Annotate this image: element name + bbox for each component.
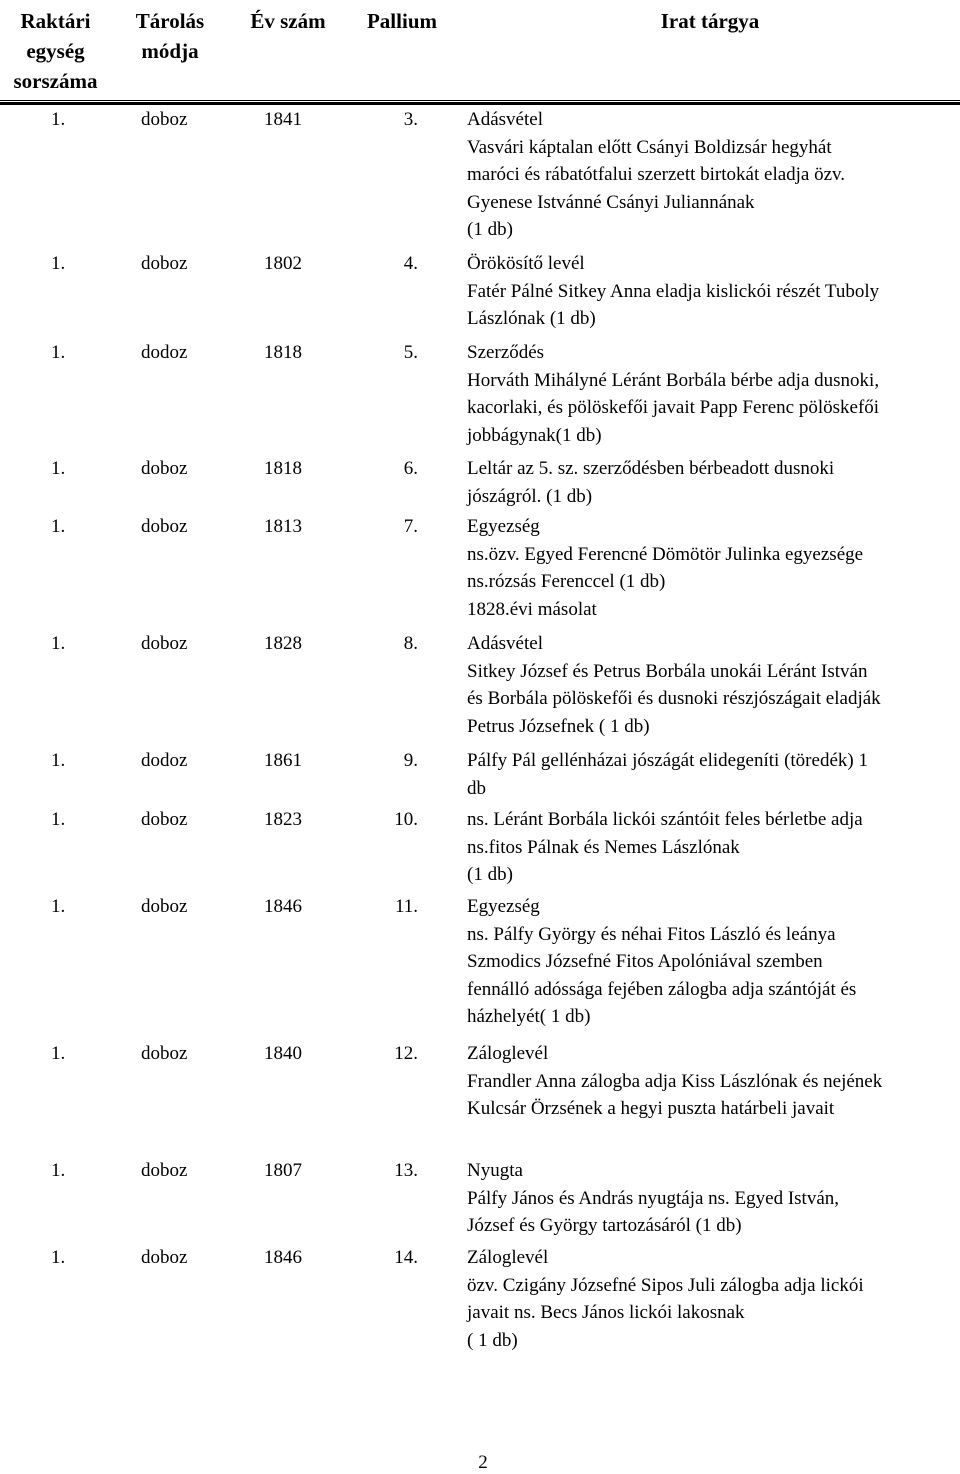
- subject-line: házhelyét( 1 db): [467, 1006, 591, 1027]
- subject-line: Pálfy János és András nyugtája ns. Egyed István,: [467, 1187, 840, 1209]
- subject-line: kacorlaki, és pölöskefői javait Papp Ferenc pölöskefői: [467, 397, 880, 418]
- subject-line: Frandler Anna zálogba adja Kiss Lászlónak és nejének: [467, 1070, 883, 1092]
- subject-line: Sitkey József és Petrus Borbála unokái Léránt István: [467, 660, 868, 682]
- unit-number-cell: 1.: [51, 809, 66, 830]
- year-cell: 1818: [264, 458, 302, 479]
- subject-line: jószágról. (1 db): [467, 485, 593, 507]
- subject-line: ns. Pálfy György és néhai Fitos László és leánya: [467, 923, 836, 945]
- unit-number-cell: 1.: [51, 342, 66, 363]
- pallium-cell: 9.: [403, 750, 418, 771]
- subject-cell: [467, 1244, 959, 1354]
- subject-line: Egyezség: [467, 896, 540, 917]
- page-number: 2: [478, 1452, 488, 1473]
- subject-line: József és György tartozásáról (1 db): [467, 1215, 742, 1236]
- subject-line: ( 1 db): [467, 1329, 518, 1351]
- year-cell: 1846: [264, 1247, 302, 1268]
- year-cell: 1813: [264, 516, 302, 537]
- header-year: Év szám: [250, 9, 326, 33]
- unit-number-cell: 1.: [51, 109, 66, 130]
- storage-type-cell: doboz: [141, 896, 188, 917]
- unit-number-cell: 1.: [51, 253, 66, 274]
- subject-line: Kulcsár Örzsének a hegyi puszta határbeli javait: [467, 1098, 835, 1119]
- subject-line: ns.özv. Egyed Ferencné Dömötör Julinka egyezsége: [467, 543, 864, 565]
- subject-line: özv. Czigány Józsefné Sipos Juli zálogba adja lickói: [467, 1274, 864, 1296]
- subject-line: ns. Léránt Borbála lickói szántóit feles bérletbe adja: [467, 809, 863, 830]
- storage-type-cell: doboz: [141, 253, 188, 274]
- pallium-cell: 12.: [394, 1043, 418, 1064]
- pallium-cell: 5.: [403, 342, 418, 363]
- subject-line: Nyugta: [467, 1160, 523, 1181]
- year-cell: 1828: [264, 633, 302, 654]
- storage-type-cell: dodoz: [141, 342, 188, 363]
- subject-line: ns.fitos Pálnak és Nemes Lászlónak: [467, 836, 740, 858]
- subject-line: Szmodics Józsefné Fitos Apolóniával szemben: [467, 951, 823, 972]
- unit-number-cell: 1.: [51, 633, 66, 654]
- pallium-cell: 7.: [403, 516, 418, 537]
- subject-line: Horváth Mihályné Léránt Borbála bérbe adja dusnoki,: [467, 369, 880, 391]
- subject-line: Záloglevél: [467, 1043, 549, 1064]
- unit-number-cell: 1.: [51, 516, 66, 537]
- header-pallium: Pallium: [366, 9, 437, 33]
- subject-line: maróci és rábatótfalui szerzett birtokát eladja özv.: [467, 164, 846, 185]
- subject-cell: [467, 1040, 959, 1123]
- pallium-cell: 13.: [394, 1160, 418, 1181]
- subject-line: db: [467, 777, 486, 799]
- year-cell: 1861: [264, 750, 302, 771]
- subject-cell: [467, 1157, 959, 1240]
- storage-type-cell: doboz: [141, 809, 188, 830]
- storage-type-cell: doboz: [141, 1043, 188, 1064]
- header-rule-thin: [0, 100, 960, 101]
- subject-line: Pálfy Pál gellénházai jószágát elidegeníti (töredék) 1: [467, 750, 868, 771]
- year-cell: 1840: [264, 1043, 302, 1064]
- pallium-cell: 14.: [394, 1247, 418, 1268]
- subject-cell: [467, 747, 959, 802]
- subject-line: Gyenese Istvánné Csányi Juliannának: [467, 191, 755, 213]
- header-subject: Irat tárgya: [660, 9, 760, 33]
- subject-line: Vasvári káptalan előtt Csányi Boldizsár hegyhát: [467, 136, 832, 158]
- subject-cell: [467, 806, 959, 889]
- storage-type-cell: doboz: [141, 109, 188, 130]
- header-storage-type: Tárolás módja: [135, 9, 205, 63]
- subject-line: Adásvétel: [467, 633, 543, 654]
- subject-line: Leltár az 5. sz. szerződésben bérbeadott dusnoki: [467, 458, 835, 479]
- unit-number-cell: 1.: [51, 1160, 66, 1181]
- storage-type-cell: doboz: [141, 1247, 188, 1268]
- subject-line: javait ns. Becs János lickói lakosnak: [467, 1302, 745, 1323]
- header-unit-number: Raktári egység sorszáma: [13, 9, 98, 93]
- subject-line: Fatér Pálné Sitkey Anna eladja kislickói részét Tuboly: [467, 280, 880, 302]
- subject-cell: [467, 513, 959, 623]
- year-cell: 1802: [264, 253, 302, 274]
- subject-line: 1828.évi másolat: [467, 598, 597, 620]
- storage-type-cell: doboz: [141, 1160, 188, 1181]
- subject-line: Örökösítő levél: [467, 253, 585, 274]
- header-rule-thick: [0, 102, 960, 105]
- subject-cell: [467, 339, 959, 449]
- pallium-cell: 3.: [403, 109, 418, 130]
- storage-type-cell: doboz: [141, 633, 188, 654]
- storage-type-cell: doboz: [141, 516, 188, 537]
- subject-cell: [467, 106, 959, 244]
- unit-number-cell: 1.: [51, 896, 66, 917]
- subject-line: Adásvétel: [467, 109, 543, 130]
- subject-line: Szerződés: [467, 342, 545, 363]
- unit-number-cell: 1.: [51, 1043, 66, 1064]
- subject-line: (1 db): [467, 219, 513, 240]
- subject-line: Záloglevél: [467, 1247, 549, 1268]
- pallium-cell: 6.: [403, 458, 418, 479]
- subject-cell: [467, 250, 959, 333]
- pallium-cell: 4.: [403, 253, 418, 274]
- subject-cell: [467, 455, 959, 510]
- year-cell: 1818: [264, 342, 302, 363]
- pallium-cell: 10.: [394, 809, 418, 830]
- subject-cell: [467, 893, 959, 1031]
- subject-line: jobbágynak(1 db): [467, 424, 602, 446]
- unit-number-cell: 1.: [51, 750, 66, 771]
- pallium-cell: 8.: [403, 633, 418, 654]
- storage-type-cell: doboz: [141, 458, 188, 479]
- subject-line: fennálló adóssága fejében zálogba adja szántóját és: [467, 978, 857, 1000]
- year-cell: 1807: [264, 1160, 302, 1181]
- subject-line: Lászlónak (1 db): [467, 308, 596, 329]
- subject-line: (1 db): [467, 864, 513, 885]
- storage-type-cell: dodoz: [141, 750, 188, 771]
- year-cell: 1846: [264, 896, 302, 917]
- subject-line: Petrus Józsefnek ( 1 db): [467, 715, 650, 737]
- year-cell: 1823: [264, 809, 302, 830]
- subject-line: és Borbála pölöskefői és dusnoki részjószágait eladják: [467, 688, 881, 709]
- subject-cell: [467, 630, 959, 740]
- pallium-cell: 11.: [394, 896, 418, 917]
- unit-number-cell: 1.: [51, 1247, 66, 1268]
- year-cell: 1841: [264, 109, 302, 130]
- table-header: [0, 0, 960, 104]
- subject-line: ns.rózsás Ferenccel (1 db): [467, 571, 666, 592]
- unit-number-cell: 1.: [51, 458, 66, 479]
- subject-line: Egyezség: [467, 516, 540, 537]
